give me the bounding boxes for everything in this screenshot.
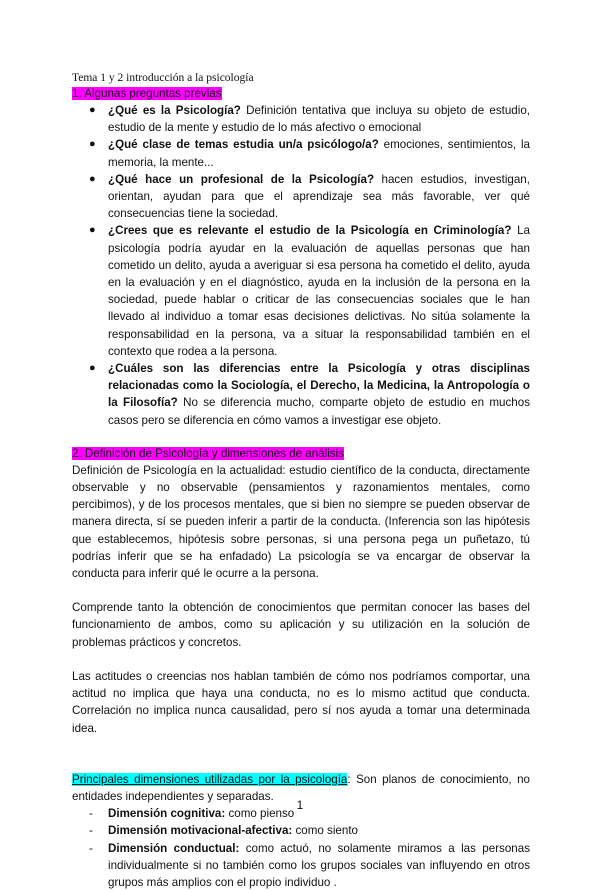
section-2-heading-text: 2. Definición de Psicología y dimensiones de análisis bbox=[72, 446, 344, 460]
dimensions-list bbox=[72, 805, 530, 891]
bullet-icon: ● bbox=[89, 362, 96, 375]
bullet-icon: ● bbox=[89, 172, 96, 185]
answer-text: Definición tentativa que incluya su objeto de estudio, estudio de la mente y estudio de lo más afectivo o emocional bbox=[108, 104, 530, 135]
section-1-heading bbox=[72, 86, 530, 102]
question-text: ¿Qué es la Psicología? bbox=[108, 104, 241, 117]
dimension-desc: como pienso bbox=[225, 807, 295, 821]
answer-text: La psicología podría ayudar en la evaluación de aquellas personas que han cometido un delito, ayuda a averiguar si esa persona ha cometido el delito, ayuda en la evaluación y en el diagnóstico, ayuda en la inclusión de la persona en la sociedad, puede hablar o criticar de las consecuencias sociales que le han llevado al individuo a tomar esas decisiones delictivas. No sitúa solamente la responsabilidad en la persona, va a situar la responsabilidad también en el contexto que rodea a la persona. bbox=[108, 224, 530, 358]
attitudes-paragraph: Las actitudes o creencias nos hablan también de cómo nos podríamos comportar, una actitud no implica que haya una conducta, no es lo mismo actitud que conducta. Correlación no implica nunca causalidad, pero sí nos ayuda a tomar una determinada idea. bbox=[72, 669, 530, 735]
answer-text: No se diferencia mucho, comparte objeto de estudio en muchos casos pero se diferencia en cómo vamos a investigar ese objeto. bbox=[108, 396, 530, 427]
spacer bbox=[72, 582, 530, 599]
dimension-desc: como actuó, no solamente miramos a las personas individualmente si no también como los grupos sociales van influyendo en otros grupos más amplios con el propio individuo . bbox=[108, 841, 530, 889]
bullet-icon: ● bbox=[89, 138, 96, 151]
dash-marker: - bbox=[89, 841, 93, 855]
document-title: Tema 1 y 2 introducción a la psicología bbox=[72, 72, 254, 84]
answer-text: emociones, sentimientos, la memoria, la mente... bbox=[108, 138, 531, 169]
bullet-icon: ● bbox=[89, 224, 96, 237]
spacer bbox=[72, 737, 530, 771]
list-item bbox=[72, 822, 530, 839]
list-item bbox=[72, 222, 530, 360]
dimension-name: Dimensión motivacional-afectiva: bbox=[108, 824, 293, 838]
list-item bbox=[72, 136, 530, 170]
page-number: 1 bbox=[296, 798, 304, 812]
question-text: ¿Cuáles son las diferencias entre la Psicología y otras disciplinas relacionadas como la Sociología, el Derecho, la Medicina, la Antropología o la Filosofía? bbox=[108, 362, 530, 410]
question-text: ¿Qué hace un profesional de la Psicología? bbox=[108, 172, 375, 186]
scope-paragraph: Comprende tanto la obtención de conocimientos que permitan conocer las bases del funcionamiento de ambos, como su aplicación y su utilización en la solución de problemas prácticos y concretos. bbox=[72, 601, 530, 649]
dimensions-intro-text: : Son planos de conocimiento, no entidades independientes y separadas. bbox=[72, 772, 530, 803]
list-item bbox=[72, 171, 530, 223]
list-item bbox=[72, 102, 530, 136]
dimension-desc: como siento bbox=[292, 824, 358, 838]
question-text: ¿Crees que es relevante el estudio de la Psicología en Criminología? bbox=[108, 224, 512, 238]
dash-marker: - bbox=[89, 807, 93, 821]
dimension-name: Dimensión cognitiva: bbox=[108, 807, 226, 821]
answer-text: hacen estudios, investigan, orientan, ayudan para que el aprendizaje sea más favorable, ver qué consecuencias tiene la sociedad. bbox=[108, 172, 530, 221]
list-item bbox=[72, 360, 530, 429]
questions-list bbox=[72, 102, 530, 429]
spacer bbox=[72, 651, 530, 668]
definition-paragraph: Definición de Psicología en la actualidad: estudio científico de la conducta, directamente observable y no observable (pensamientos y razonamientos mentales, como percibimos), y de los procesos mentales, que si bien no siempre se pueden observar de manera directa, sí se pueden inferir a partir de la conducta. (Inferencia son las hipótesis que establecemos, hipótesis sobre personas, si una persona pega un puñetazo, tú podrías inferir que se ha enfadado) La psicología se va encargar de observar la conducta para inferir qué le ocurre a la persona. bbox=[72, 463, 530, 581]
dimension-name: Dimensión conductual: bbox=[108, 841, 240, 855]
dimensions-label: Principales dimensiones utilizadas por la psicología bbox=[72, 772, 348, 786]
bullet-icon: ● bbox=[89, 104, 96, 116]
section-2-heading bbox=[72, 446, 530, 462]
section-1-heading-text: 1. Algunas preguntas previas bbox=[72, 87, 222, 100]
spacer bbox=[72, 429, 530, 446]
document-page bbox=[72, 70, 530, 891]
question-text: ¿Qué clase de temas estudia un/a psicólogo/a? bbox=[108, 138, 379, 152]
list-item bbox=[72, 840, 530, 891]
dash-marker: - bbox=[89, 824, 93, 838]
